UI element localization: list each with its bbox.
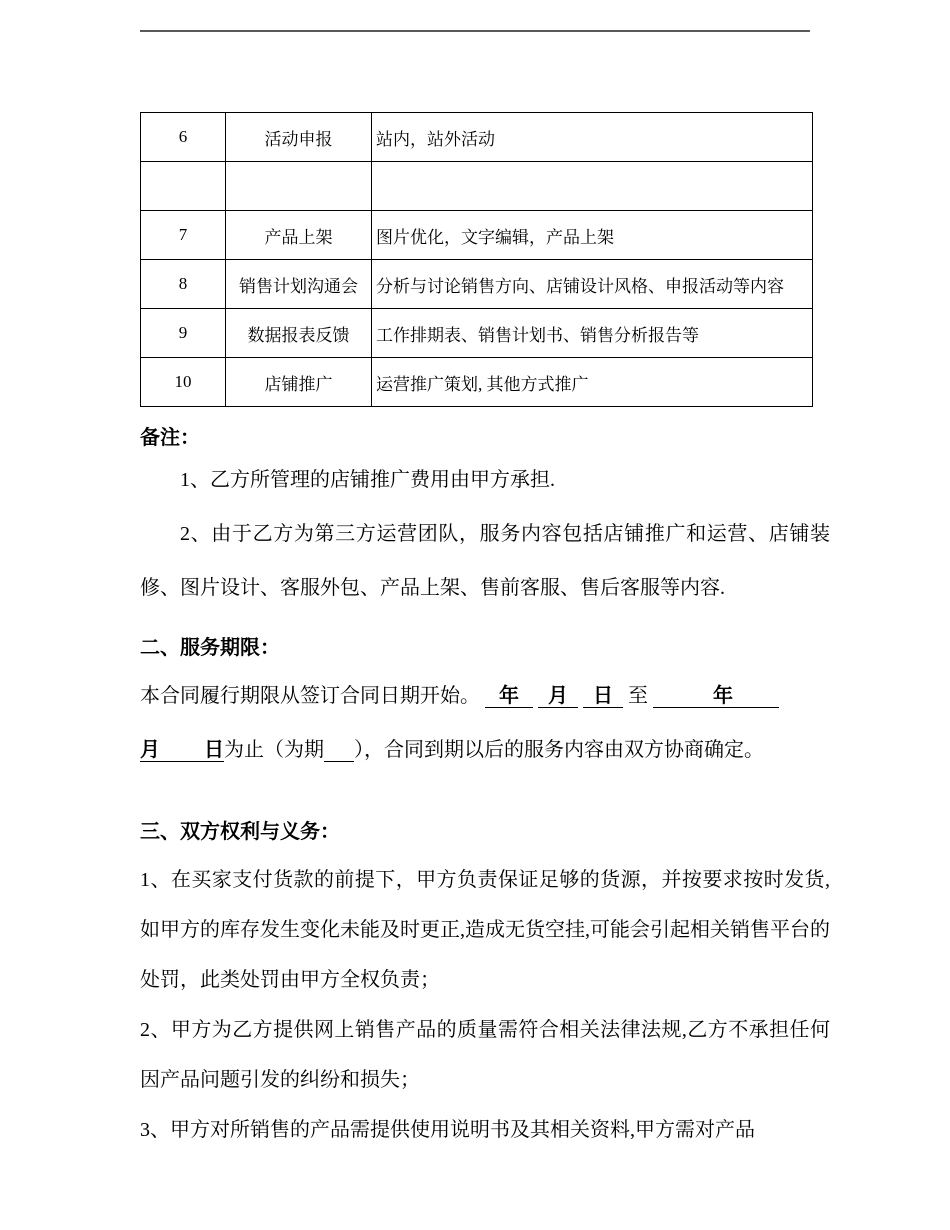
cell-index: 6 xyxy=(141,113,226,162)
cell-index: 8 xyxy=(141,260,226,309)
period-month-2-label: 月 xyxy=(140,739,160,761)
table-row xyxy=(141,211,813,260)
period-day-2-label: 日 xyxy=(204,739,224,761)
cell-item: 活动申报 xyxy=(226,113,372,162)
cell-item xyxy=(226,162,372,211)
period-day-blank-1: 日 xyxy=(583,685,623,708)
cell-item: 店铺推广 xyxy=(226,358,372,407)
section3-heading: 三、双方权利与义务： xyxy=(140,821,340,843)
cell-desc: 站内，站外活动 xyxy=(372,113,813,162)
notes-item-1: 1、乙方所管理的店铺推广费用由甲方承担. xyxy=(180,469,555,491)
cell-index: 7 xyxy=(141,211,226,260)
section3-clause-3: 3、甲方对所销售的产品需提供使用说明书及其相关资料,甲方需对产品 xyxy=(140,1119,755,1141)
period-mid-text: 为止（为期 xyxy=(224,739,324,761)
cell-item: 销售计划沟通会 xyxy=(226,260,372,309)
table-row xyxy=(141,162,813,211)
section2-heading: 二、服务期限： xyxy=(140,637,280,659)
notes-heading: 备注： xyxy=(140,427,200,449)
header-rule xyxy=(140,30,810,32)
cell-desc: 图片优化，文字编辑，产品上架 xyxy=(372,211,813,260)
period-year-blank-1: 年 xyxy=(485,685,533,708)
cell-item: 数据报表反馈 xyxy=(226,309,372,358)
cell-index: 10 xyxy=(141,358,226,407)
section3-clause-1: 1、在买家支付货款的前提下，甲方负责保证足够的货源，并按要求按时发货,如甲方的库存发生变化未能及时更正,造成无货空挂,可能会引起相关销售平台的处罚，此类处罚由甲方全权负责； xyxy=(140,869,830,991)
period-year-2-label: 年 xyxy=(713,685,733,707)
table-row xyxy=(141,358,813,407)
table-row xyxy=(141,260,813,309)
table-row xyxy=(141,309,813,358)
period-suffix-text: ），合同到期以后的服务内容由双方协商确定。 xyxy=(354,739,764,761)
fill-in-blank xyxy=(733,700,779,702)
cell-desc: 运营推广策划, 其他方式推广 xyxy=(372,358,813,407)
period-to-label: 至 xyxy=(628,685,648,707)
duration-blank xyxy=(324,739,354,762)
notes-item-2: 2、由于乙方为第三方运营团队，服务内容包括店铺推广和运营、店铺装修、图片设计、客服外包、产品上架、售前客服、售后客服等内容. xyxy=(140,523,830,599)
cell-index: 9 xyxy=(141,309,226,358)
document-content xyxy=(140,112,830,1155)
period-prefix: 本合同履行期限从签订合同日期开始。 xyxy=(140,685,480,707)
section3-clause-2: 2、甲方为乙方提供网上销售产品的质量需符合相关法律法规,乙方不承担任何因产品问题引发的纠纷和损失； xyxy=(140,1019,830,1091)
fill-in-blank xyxy=(653,700,713,702)
cell-item: 产品上架 xyxy=(226,211,372,260)
table-row xyxy=(141,113,813,162)
fill-in-blank xyxy=(324,754,354,756)
cell-desc: 分析与讨论销售方向、店铺设计风格、申报活动等内容 xyxy=(372,260,813,309)
cell-desc: 工作排期表、销售计划书、销售分析报告等 xyxy=(372,309,813,358)
service-period-line1 xyxy=(140,669,830,723)
period-year-blank-2 xyxy=(653,685,779,708)
period-month-blank-1: 月 xyxy=(538,685,578,708)
period-month-day-blank-2 xyxy=(140,739,224,762)
cell-desc xyxy=(372,162,813,211)
service-period-line2 xyxy=(140,723,830,777)
fill-in-blank xyxy=(160,754,204,756)
service-items-table xyxy=(140,112,813,407)
cell-index xyxy=(141,162,226,211)
